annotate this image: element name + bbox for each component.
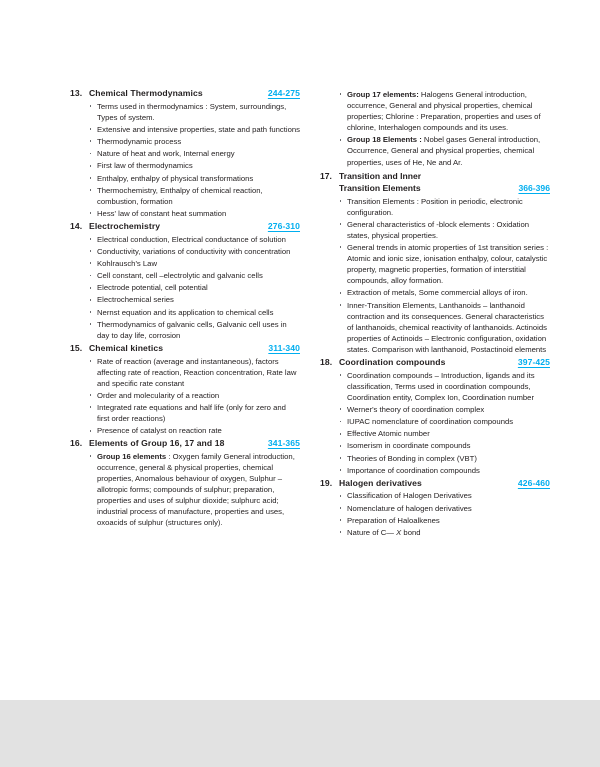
section-number: 15. bbox=[70, 342, 83, 353]
list-item: Conductivity, variations of conductivity with concentration bbox=[89, 246, 300, 257]
section-title: Coordination compounds bbox=[339, 357, 446, 368]
section-heading bbox=[70, 221, 300, 233]
list-item: Enthalpy, enthalpy of physical transformations bbox=[89, 173, 300, 184]
list-item-label: Group 16 elements bbox=[97, 452, 167, 461]
list-item: Isomerism in coordinate compounds bbox=[339, 440, 550, 451]
list-item: Electrical conduction, Electrical conductance of solution bbox=[89, 234, 300, 245]
section-page-range[interactable]: 397-425 bbox=[517, 357, 550, 368]
section-title-line-1: Transition and Inner bbox=[339, 170, 422, 181]
section-page-range[interactable]: 311-340 bbox=[268, 342, 300, 353]
toc-section-16 bbox=[70, 438, 300, 528]
section-topic-list bbox=[70, 101, 300, 219]
toc-section-18 bbox=[320, 357, 550, 476]
section-number: 13. bbox=[70, 88, 83, 98]
list-item-text-pre: Nature of C— bbox=[347, 527, 397, 537]
section-page-range[interactable]: 341-365 bbox=[267, 438, 300, 449]
list-item: Presence of catalyst on reaction rate bbox=[89, 425, 300, 436]
section-heading-line-1 bbox=[320, 170, 550, 182]
list-item-label: Group 17 elements: bbox=[347, 90, 419, 99]
variable-symbol: X bbox=[396, 527, 402, 537]
section-topic-list bbox=[320, 196, 550, 355]
section-number: 14. bbox=[70, 221, 83, 232]
list-item: Electrochemical series bbox=[89, 294, 300, 305]
list-item: General characteristics of -block elements : Oxidation states, physical properties. bbox=[339, 219, 550, 241]
section-title: Chemical kinetics bbox=[89, 342, 164, 353]
list-item: Coordination compounds – Introduction, ligands and its classification, Terms used in coordination compounds, Coordination entity, Complex Ion, Coordination number bbox=[339, 370, 550, 403]
toc-section-19 bbox=[320, 478, 550, 538]
list-item: General trends in atomic properties of 1st transition series : Atomic and ionic size, ionisation enthalpy, colour, catalystic property, magnetic properties, formation of interstitial compounds, alloy formation. bbox=[339, 242, 550, 286]
list-item bbox=[339, 89, 550, 133]
list-item bbox=[339, 134, 550, 167]
section-page-range[interactable]: 244-275 bbox=[267, 88, 300, 98]
section-heading-line-2 bbox=[320, 182, 550, 194]
list-item-text: Halogens General introduction, occurrence, General and physical properties, chemical properties; Chlorine : Preparation, properties and uses of chlorine, Interhalogen compounds and its uses. bbox=[347, 90, 541, 133]
section-title: Electrochemistry bbox=[89, 221, 161, 232]
toc-section-16-continuation bbox=[320, 89, 550, 168]
list-item: Electrode potential, cell potential bbox=[89, 282, 300, 293]
list-item: IUPAC nomenclature of coordination compounds bbox=[339, 416, 550, 427]
list-item: Inner-Transition Elements, Lanthanoids – lanthanoid contraction and its consequences. General characteristics of lanthanoids, chemical reactivity of lanthanoids. Actinoids properties of Actinoids – Electronic configuration, oxidation states. Comparison with lanthanoid, Postactinoid elements bbox=[339, 300, 550, 355]
section-heading bbox=[70, 438, 300, 450]
list-item: Terms used in thermodynamics : System, surroundings, Types of system. bbox=[89, 101, 300, 123]
toc-columns bbox=[0, 88, 600, 540]
section-title: Halogen derivatives bbox=[339, 477, 422, 488]
section-heading bbox=[70, 88, 300, 100]
list-item: Integrated rate equations and half life (only for zero and first order reactions) bbox=[89, 402, 300, 424]
toc-right-column bbox=[320, 88, 550, 540]
toc-section-17 bbox=[320, 170, 550, 355]
toc-left-column bbox=[70, 88, 300, 531]
section-heading bbox=[320, 478, 550, 490]
list-item: Transition Elements : Position in periodic, electronic configuration. bbox=[339, 196, 550, 218]
section-title: Elements of Group 16, 17 and 18 bbox=[89, 438, 225, 449]
list-item: Nature of heat and work, Internal energy bbox=[89, 148, 300, 159]
list-item bbox=[339, 527, 550, 538]
list-item: Nomenclature of halogen derivatives bbox=[339, 503, 550, 514]
section-number: 16. bbox=[70, 438, 83, 449]
list-item bbox=[89, 451, 300, 529]
section-topic-list bbox=[320, 89, 550, 168]
toc-section-14 bbox=[70, 221, 300, 341]
list-item: Preparation of Haloalkenes bbox=[339, 515, 550, 526]
toc-section-15 bbox=[70, 343, 300, 436]
section-number: 17. bbox=[320, 170, 332, 181]
section-heading bbox=[320, 170, 550, 195]
section-topic-list bbox=[70, 234, 300, 341]
section-title-line-2: Transition Elements bbox=[339, 183, 421, 194]
list-item: Cell constant, cell –electrolytic and galvanic cells bbox=[89, 270, 300, 281]
list-item: Theories of Bonding in complex (VBT) bbox=[339, 453, 550, 464]
list-item: Extraction of metals, Some commercial alloys of iron. bbox=[339, 287, 550, 298]
section-page-range[interactable]: 366-396 bbox=[518, 183, 550, 194]
list-item: Hess' law of constant heat summation bbox=[89, 208, 300, 219]
list-item: Extensive and intensive properties, state and path functions bbox=[89, 124, 300, 135]
list-item: Werner's theory of coordination complex bbox=[339, 404, 550, 415]
section-heading bbox=[70, 343, 300, 355]
list-item: Order and molecularity of a reaction bbox=[89, 390, 300, 401]
list-item: Classification of Halogen Derivatives bbox=[339, 490, 550, 501]
section-heading bbox=[320, 357, 550, 369]
list-item-text: : Oxygen family General introduction, occurrence, general & physical properties, chemical properties, Anomalous behaviour of oxygen, Sulphur – allotropic forms; compounds of sulphur; preparation, properties and uses of sulphur dioxide; sulphurc acid; industrial process of manufacture, properties and uses, oxoacids of sulphur (structures only). bbox=[97, 452, 295, 528]
list-item: First law of thermodynamics bbox=[89, 160, 300, 171]
section-page-range[interactable]: 426-460 bbox=[517, 477, 550, 488]
section-topic-list bbox=[70, 356, 300, 437]
section-topic-list bbox=[70, 451, 300, 529]
list-item: Effective Atomic number bbox=[339, 428, 550, 439]
list-item-text: Nobel gases General introduction, Occurrence, General and physical properties, chemical properties, uses of He, Ne and Ar. bbox=[347, 135, 541, 167]
list-item: Thermochemistry, Enthalpy of chemical reaction, combustion, formation bbox=[89, 185, 300, 207]
list-item: Kohlrausch's Law bbox=[89, 258, 300, 269]
section-topic-list bbox=[320, 370, 550, 476]
section-number: 18. bbox=[320, 357, 333, 368]
section-title: Chemical Thermodynamics bbox=[89, 88, 203, 98]
list-item: Thermodynamic process bbox=[89, 136, 300, 147]
list-item: Rate of reaction (average and instantaneous), factors affecting rate of reaction, Reaction concentration, Rate law and specific rate constant bbox=[89, 356, 300, 389]
list-item: Thermodynamics of galvanic cells, Galvanic cell uses in day to day life, corrosion bbox=[89, 319, 300, 341]
section-page-range[interactable]: 276-310 bbox=[267, 221, 300, 232]
toc-section-13 bbox=[70, 88, 300, 219]
list-item: Importance of coordination compounds bbox=[339, 465, 550, 476]
list-item-text-post: bond bbox=[401, 527, 421, 537]
list-item: Nernst equation and its application to chemical cells bbox=[89, 307, 300, 318]
list-item-label: Group 18 Elements : bbox=[347, 135, 422, 145]
section-topic-list bbox=[320, 490, 550, 538]
section-number: 19. bbox=[320, 477, 333, 488]
